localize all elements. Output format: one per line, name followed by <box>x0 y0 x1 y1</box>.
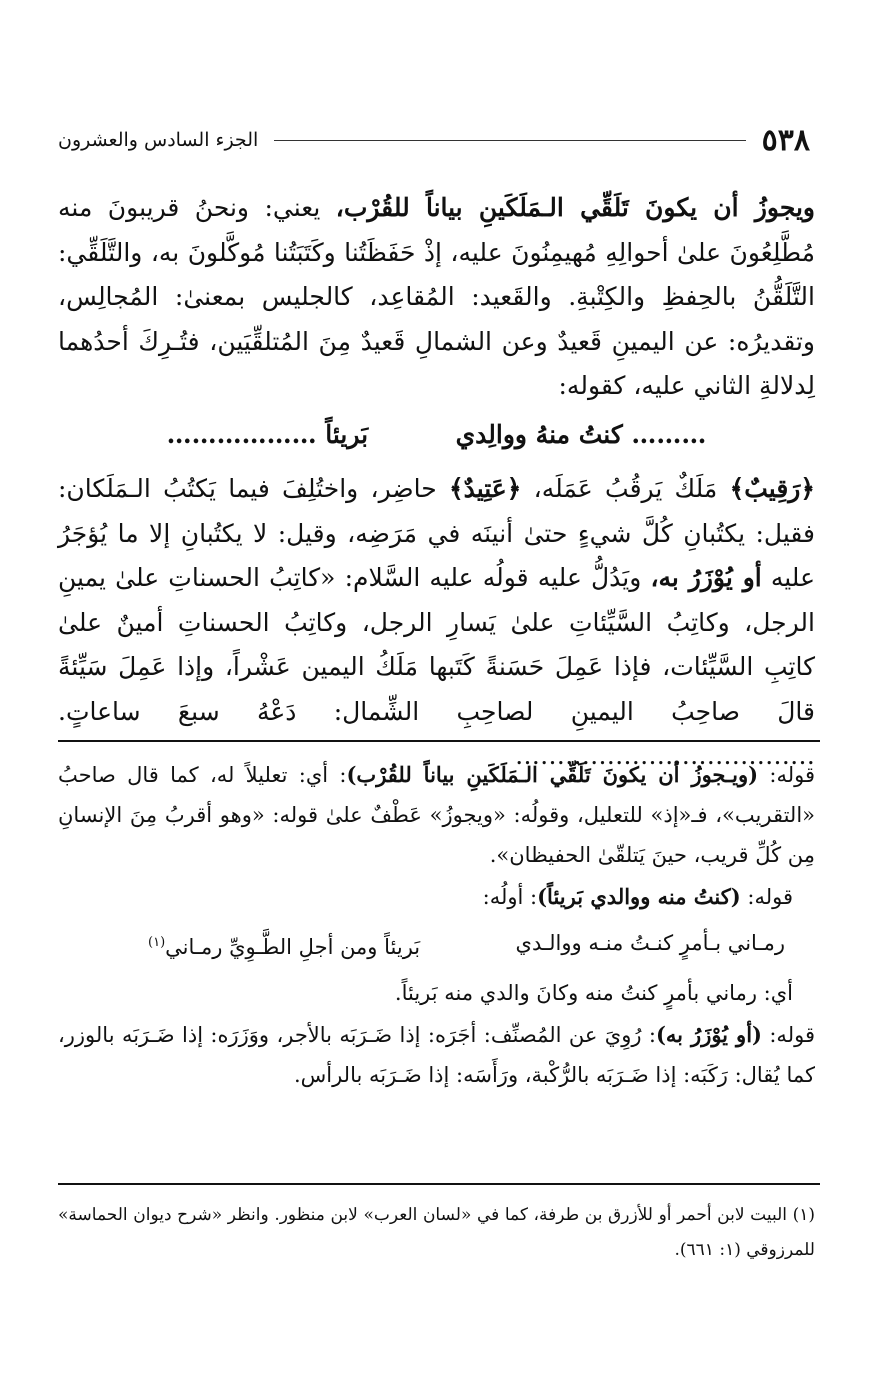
commentary-lead: قوله: <box>758 763 815 787</box>
footnote-1: (١) البيت لابن أحمر أو للأزرق بن طرفة، كما في «لسان العرب» لابن منظور. وانظر «شرح ديوان الحماسة» للمرزوقي (١: ٦٦١). <box>58 1205 815 1260</box>
commentary-separator <box>58 740 820 742</box>
footnote-marker: (١) <box>148 935 166 950</box>
commentary-section <box>58 755 815 1097</box>
commentary-paragraph-1 <box>58 755 815 875</box>
commentary-paragraph-3: أي: رماني بأمرٍ كنتُ منه وكانَ والدي منه بَريئاً. <box>394 981 793 1005</box>
page-header <box>58 118 810 162</box>
paragraph-text: حاضِر، واختُلِفَ فيما يَكتُبُ الـمَلَكان: فقيل: يكتُبانِ كُلَّ شيءٍ حتىٰ أنينَه في مَرَضِه، وقيل: لا يكتُبانِ إلا ما يُؤجَرُ عليه <box>58 474 815 592</box>
commentary-lemma: (أو يُوْزَرُ به) <box>655 1022 762 1047</box>
lemma-bold: أو يُوْزَرُ به، <box>650 563 762 592</box>
commentary-text: : أولُه: <box>482 885 538 909</box>
header-rule <box>274 140 745 141</box>
main-paragraph-2 <box>58 467 815 779</box>
footnote-section <box>58 1198 815 1268</box>
verse-first-half: ……… كنتُ منهُ ووالِدي <box>455 419 707 449</box>
commentary-text: : أي: تعليلاً له، كما قال صاحبُ «التقريب»، فـ«إذ» للتعليل، وقولُه: «ويجوزُ» عَطْفٌ علىٰ قوله: «وهو أقربُ مِنَ الإنسانِ مِن كُلِّ قريب، حينَ يَتلقّىٰ الحفيظان». <box>58 763 815 867</box>
paragraph-text: يعني: ونحنُ قريبونَ منه مُطَّلِعُونَ علىٰ أحوالِهِ مُهيمِنُونَ عليه، إذْ حَفَظَتُنا وكَتَبَتُنا مُوكَّلونَ به، والتَّلَقِّي: التَّلَقُّنُ بالحِفظِ والكِتْبةِ. والقَعيد: المُقاعِد، كالجليس بمعنىٰ: المُجالِس، وتقديرُه: عن اليمينِ قَعيدٌ وعن الشمالِ قَعيدٌ مِنَ المُتلقِّيَين، فتُـرِكَ أحدُهما لِدلالةِ الثاني عليه، كقوله: <box>58 193 815 400</box>
main-text <box>58 186 815 779</box>
running-title: الجزء السادس والعشرون <box>58 129 259 151</box>
paragraph-text: مَلَكٌ يَرقُبُ عَمَلَه، <box>521 474 730 503</box>
commentary-lemma: (ويـجوزُ أن يكونَ تَلَقِّي الـمَلَكَينِ بياناً للقُرْب) <box>346 762 759 787</box>
main-paragraph-1 <box>58 186 815 409</box>
commentary-lead: قوله: <box>740 885 793 909</box>
footnote-separator <box>58 1183 820 1185</box>
poem-second-text: بَريئاً ومن أجلِ الطَّـوِيِّ رمـاني <box>165 935 421 959</box>
commentary-paragraph-4 <box>58 1015 815 1095</box>
verse-second-half: بَريئاً ……………… <box>166 419 369 449</box>
commentary-lemma: (كنتُ منه ووالدي بَريئاً) <box>537 884 741 909</box>
poem-second-hemistich <box>148 923 420 967</box>
commentary-text: : رُوِيَ عن المُصنِّف: أجَرَه: إذا ضَـرَبَه بالأجر، ووَزَرَه: إذا ضَـرَبَه بالوزر، كما يُقال: رَكَبَه: إذا ضَـرَبَه بالرُّكْبة، ورَأَسَه: إذا ضَـرَبَه بالرأس. <box>58 1023 815 1087</box>
poem-first-hemistich: رمـاني بـأمرٍ كنـتُ منـه ووالـدي <box>515 931 785 955</box>
poem-verse <box>148 923 785 967</box>
page-number: ٥٣٨ <box>761 122 810 158</box>
quran-word-atid: ﴿عَتِيدٌ﴾ <box>448 474 522 503</box>
lemma-bold: ويجوزُ أن يكونَ تَلَقِّي الـمَلَكَينِ بياناً للقُرْب، <box>335 193 816 222</box>
commentary-lead: قوله: <box>761 1023 815 1047</box>
paragraph-text: ويَدُلُّ عليه قولُه عليه السَّلام: «كاتِبُ الحسناتِ علىٰ يمينِ الرجل، وكاتِبُ السَّيِّئاتِ علىٰ يَسارِ الرجل، وكاتِبُ الحسناتِ أمينٌ علىٰ كاتِبِ السَّيِّئات، فإذا عَمِلَ حَسَنةً كَتَبها مَلَكُ اليمين عَشْراً، وإذا عَمِلَ سَيِّئةً قالَ صاحِبُ اليمينِ لصاحِبِ الشِّمال: دَعْهُ سبعَ ساعاتٍ. ……………………………… <box>58 563 815 770</box>
commentary-paragraph-2 <box>58 877 815 917</box>
verse-quote <box>58 413 815 458</box>
quran-word-raqib: ﴿رَقِيبٌ﴾ <box>729 474 815 503</box>
